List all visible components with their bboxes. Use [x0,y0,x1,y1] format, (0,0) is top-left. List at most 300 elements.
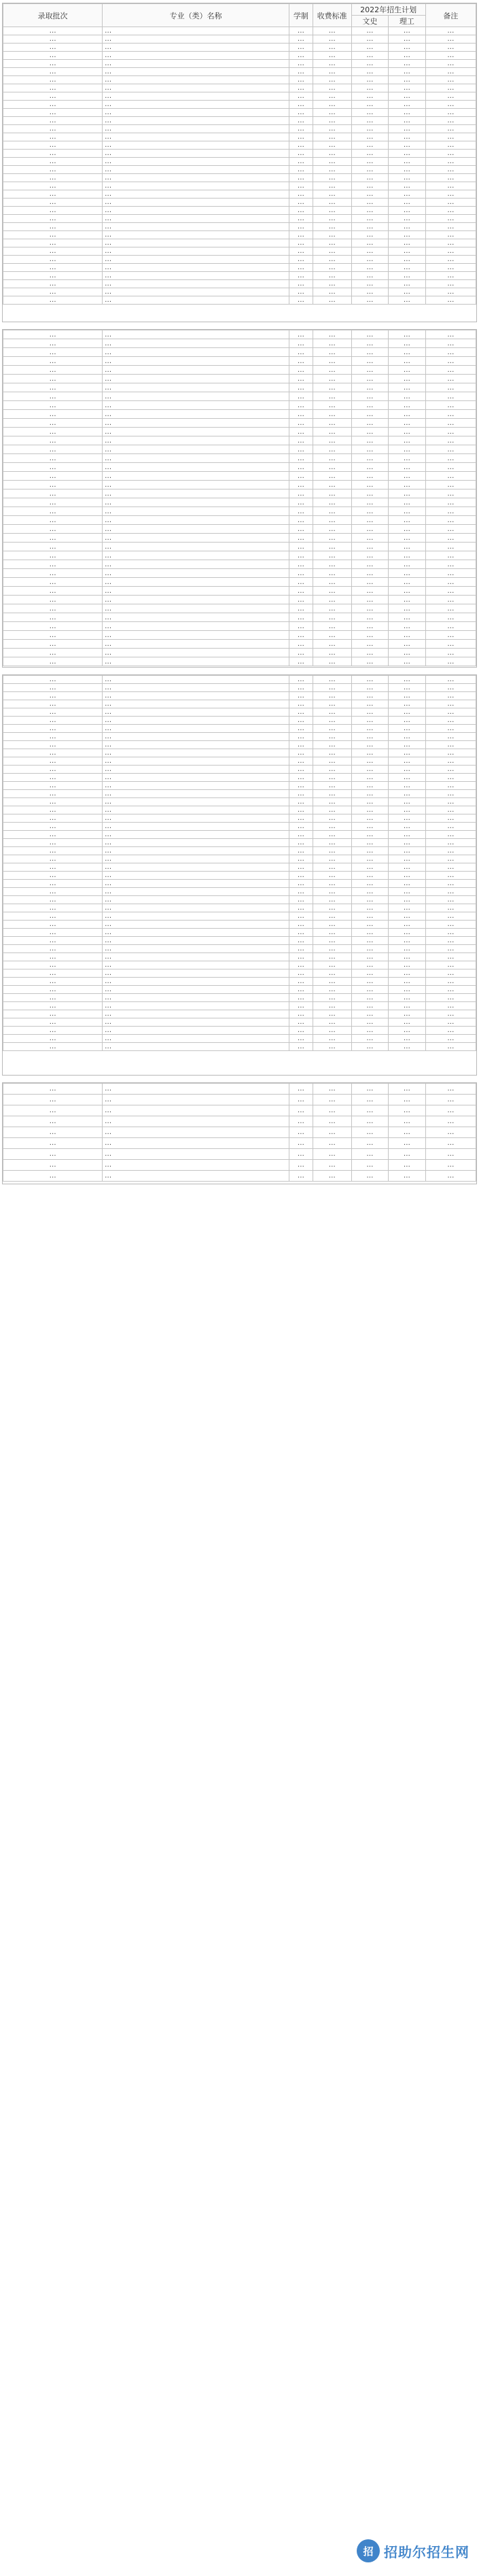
table-cell: … [103,1105,289,1116]
table-cell: … [103,969,289,978]
table-cell: … [313,174,351,182]
table-cell: … [389,880,425,888]
table-cell: … [289,498,313,507]
table-row [3,288,476,296]
table-row [3,708,476,717]
table-cell: … [351,375,388,383]
table-cell: … [289,239,313,247]
table-cell: … [3,357,103,366]
table-cell: … [103,604,289,613]
table-cell: … [313,1010,351,1018]
table-cell: … [313,823,351,831]
table-cell: … [3,117,103,125]
table-cell: … [313,1171,351,1182]
table-cell: … [351,823,388,831]
table-cell: … [289,766,313,774]
table-cell: … [289,578,313,587]
table-cell: … [313,994,351,1002]
table-cell: … [425,1018,476,1027]
table-cell: … [351,692,388,700]
table-row [3,498,476,507]
table-row [3,117,476,125]
table-row [3,929,476,937]
table-cell: … [289,888,313,896]
table-cell: … [389,749,425,757]
table-row [3,700,476,708]
table-cell: … [389,649,425,657]
table-cell: … [103,231,289,239]
table-cell: … [351,1127,388,1138]
table-cell: … [103,1127,289,1138]
table-cell: … [351,749,388,757]
table-cell: … [3,733,103,741]
table-cell: … [103,339,289,348]
table-cell: … [389,569,425,578]
table-cell: … [351,84,388,92]
table-cell: … [351,445,388,454]
table-cell: … [289,631,313,640]
table-cell: … [425,199,476,207]
table-row [3,863,476,872]
table-row [3,733,476,741]
table-cell: … [103,741,289,749]
table-cell: … [351,613,388,622]
table-cell: … [351,215,388,223]
table-row [3,366,476,375]
table-cell: … [3,684,103,692]
table-cell: … [289,166,313,174]
table-cell: … [313,631,351,640]
table-cell: … [425,953,476,961]
table-cell: … [425,215,476,223]
table-cell: … [425,604,476,613]
table-row [3,490,476,498]
table-cell: … [351,190,388,199]
table-cell: … [425,814,476,823]
table-cell: … [289,158,313,166]
table-cell: … [389,733,425,741]
table-cell: … [103,839,289,847]
table-row [3,969,476,978]
table-cell: … [351,649,388,657]
table-cell: … [351,1043,388,1051]
table-cell: … [313,986,351,994]
table-cell: … [425,1160,476,1171]
table-cell: … [313,814,351,823]
table-cell: … [389,339,425,348]
table-cell: … [425,534,476,543]
table-cell: … [389,383,425,392]
table-cell: … [289,839,313,847]
table-cell: … [289,733,313,741]
table-cell: … [425,1084,476,1095]
table-cell: … [425,994,476,1002]
table-cell: … [289,296,313,305]
table-cell: … [313,1027,351,1035]
table-cell: … [289,1105,313,1116]
table-cell: … [289,174,313,182]
table-cell: … [313,798,351,806]
table-cell: … [389,231,425,239]
table-cell: … [103,1138,289,1149]
table-cell: … [351,921,388,929]
table-cell: … [351,604,388,613]
table-cell: … [389,1018,425,1027]
table-cell: … [425,937,476,945]
table-row [3,978,476,986]
table-row [3,133,476,141]
table-cell: … [289,1043,313,1051]
table-cell: … [425,375,476,383]
table-cell: … [389,133,425,141]
table-cell: … [389,182,425,190]
table-cell: … [351,366,388,375]
table-cell: … [351,401,388,410]
table-row [3,994,476,1002]
table-cell: … [289,109,313,117]
table-cell: … [351,472,388,481]
table-cell: … [3,978,103,986]
table-cell: … [425,52,476,60]
table-cell: … [289,1160,313,1171]
table-cell: … [351,296,388,305]
table-cell: … [103,725,289,733]
table-row [3,839,476,847]
table-cell: … [3,366,103,375]
table-cell: … [351,839,388,847]
table-cell: … [3,945,103,953]
table-cell: … [289,1116,313,1127]
table-cell: … [289,622,313,631]
table-row [3,463,476,472]
table-cell: … [351,101,388,109]
table-cell: … [3,190,103,199]
table-cell: … [289,280,313,288]
table-cell: … [389,613,425,622]
plan-table [3,1083,476,1182]
table-cell: … [313,569,351,578]
table-cell: … [389,27,425,35]
table-cell: … [313,604,351,613]
table-cell: … [103,280,289,288]
table-cell: … [3,436,103,445]
table-cell: … [425,366,476,375]
table-cell: … [389,929,425,937]
table-cell: … [103,436,289,445]
table-cell: … [3,60,103,68]
table-cell: … [3,717,103,725]
table-cell: … [103,166,289,174]
table-cell: … [389,543,425,551]
table-cell: … [3,741,103,749]
table-cell: … [389,1105,425,1116]
table-cell: … [289,366,313,375]
table-cell: … [425,223,476,231]
table-row [3,348,476,357]
table-cell: … [289,52,313,60]
table-row [3,174,476,182]
table-row [3,158,476,166]
table-cell: … [313,215,351,223]
table-row [3,392,476,401]
table-cell: … [351,622,388,631]
table-row [3,525,476,534]
table-cell: … [289,428,313,436]
table-cell: … [351,231,388,239]
table-cell: … [425,587,476,596]
table-cell: … [425,125,476,133]
table-cell: … [351,288,388,296]
table-cell: … [3,84,103,92]
table-cell: … [425,741,476,749]
table-cell: … [425,782,476,790]
table-cell: … [289,117,313,125]
table-cell: … [389,774,425,782]
table-cell: … [389,831,425,839]
table-cell: … [103,1002,289,1010]
table-cell: … [313,166,351,174]
table-row [3,823,476,831]
table-cell: … [3,330,103,339]
table-row [3,1160,476,1171]
table-cell: … [425,631,476,640]
table-cell: … [389,596,425,604]
table-cell: … [103,782,289,790]
table-cell: … [313,330,351,339]
table-row [3,109,476,117]
table-cell: … [3,937,103,945]
table-cell: … [313,613,351,622]
table-cell: … [351,1105,388,1116]
table-row [3,1138,476,1149]
table-cell: … [425,68,476,76]
table-cell: … [351,133,388,141]
table-cell: … [103,551,289,560]
table-row [3,631,476,640]
table-cell: … [425,717,476,725]
table-row [3,264,476,272]
table-cell: … [351,831,388,839]
table-cell: … [425,330,476,339]
table-cell: … [389,109,425,117]
table-cell: … [389,454,425,463]
table-cell: … [351,117,388,125]
table-row [3,613,476,622]
table-cell: … [389,1084,425,1095]
table-cell: … [351,348,388,357]
table-cell: … [389,52,425,60]
table-cell: … [351,912,388,921]
table-cell: … [425,657,476,666]
table-cell: … [289,961,313,969]
table-cell: … [389,814,425,823]
table-row [3,569,476,578]
table-cell: … [3,649,103,657]
table-cell: … [425,1010,476,1018]
table-row [3,383,476,392]
table-cell: … [351,782,388,790]
table-cell: … [289,569,313,578]
table-cell: … [425,921,476,929]
table-cell: … [425,35,476,44]
table-cell: … [425,239,476,247]
table-cell: … [103,798,289,806]
table-cell: … [425,141,476,150]
table-cell: … [103,498,289,507]
table-cell: … [103,348,289,357]
table-cell: … [389,256,425,264]
table-cell: … [351,428,388,436]
table-cell: … [3,831,103,839]
table-cell: … [289,516,313,525]
table-cell: … [313,76,351,84]
table-cell: … [3,551,103,560]
table-cell: … [289,76,313,84]
table-cell: … [313,640,351,649]
table-cell: … [351,223,388,231]
table-cell: … [103,141,289,150]
table-cell: … [389,534,425,543]
table-cell: … [425,410,476,419]
table-cell: … [425,1171,476,1182]
table-cell: … [425,613,476,622]
table-row [3,101,476,109]
watermark-text: 招助尔招生网 [384,2543,469,2560]
table-cell: … [289,256,313,264]
table-cell: … [351,872,388,880]
table-row [3,296,476,305]
table-cell: … [289,896,313,904]
table-row [3,445,476,454]
table-cell: … [389,392,425,401]
table-cell: … [3,383,103,392]
table-row [3,125,476,133]
plan-section-1 [2,3,477,322]
table-cell: … [313,296,351,305]
table-cell: … [351,741,388,749]
table-cell: … [289,937,313,945]
table-row [3,640,476,649]
table-cell: … [351,676,388,684]
table-cell: … [351,945,388,953]
table-cell: … [389,888,425,896]
table-cell: … [425,774,476,782]
table-cell: … [425,481,476,490]
table-cell: … [103,264,289,272]
table-cell: … [351,543,388,551]
table-cell: … [313,896,351,904]
table-row [3,507,476,516]
table-cell: … [351,410,388,419]
table-cell: … [389,525,425,534]
header-sci: 理工 [389,16,425,27]
table-cell: … [3,708,103,717]
table-cell: … [3,1105,103,1116]
table-cell: … [313,560,351,569]
table-cell: … [313,375,351,383]
table-cell: … [103,272,289,280]
table-cell: … [389,741,425,749]
table-cell: … [389,994,425,1002]
table-cell: … [103,76,289,84]
table-cell: … [103,150,289,158]
table-cell: … [351,247,388,256]
table-cell: … [389,375,425,383]
table-cell: … [289,1095,313,1105]
table-cell: … [425,1138,476,1149]
table-cell: … [103,649,289,657]
table-cell: … [313,35,351,44]
table-cell: … [103,961,289,969]
table-cell: … [103,215,289,223]
table-cell: … [289,392,313,401]
table-cell: … [351,757,388,766]
table-cell: … [389,60,425,68]
table-cell: … [313,525,351,534]
table-row [3,436,476,445]
table-cell: … [425,272,476,280]
table-cell: … [313,774,351,782]
table-cell: … [389,117,425,125]
table-cell: … [351,357,388,366]
table-cell: … [313,516,351,525]
table-cell: … [3,847,103,855]
table-cell: … [351,569,388,578]
table-cell: … [103,1160,289,1171]
table-cell: … [313,904,351,912]
table-cell: … [289,141,313,150]
table-cell: … [103,52,289,60]
table-cell: … [425,945,476,953]
table-cell: … [389,366,425,375]
table-cell: … [313,339,351,348]
table-cell: … [103,896,289,904]
table-cell: … [389,622,425,631]
table-cell: … [289,150,313,158]
table-cell: … [351,596,388,604]
table-cell: … [313,27,351,35]
table-row [3,587,476,596]
table-cell: … [103,578,289,587]
table-cell: … [351,272,388,280]
table-cell: … [289,1010,313,1018]
table-cell: … [351,863,388,872]
table-cell: … [3,613,103,622]
table-cell: … [425,1116,476,1127]
table-cell: … [3,1002,103,1010]
table-cell: … [103,1018,289,1027]
table-cell: … [313,109,351,117]
table-cell: … [351,256,388,264]
table-cell: … [3,587,103,596]
table-cell: … [3,1043,103,1051]
table-cell: … [3,445,103,454]
table-cell: … [313,357,351,366]
table-cell: … [313,708,351,717]
table-cell: … [313,1018,351,1027]
table-cell: … [351,766,388,774]
table-cell: … [389,445,425,454]
table-cell: … [103,560,289,569]
table-cell: … [389,84,425,92]
table-cell: … [103,223,289,231]
table-row [3,692,476,700]
table-row [3,1010,476,1018]
table-cell: … [313,366,351,375]
table-cell: … [103,35,289,44]
table-cell: … [313,498,351,507]
table-cell: … [3,929,103,937]
